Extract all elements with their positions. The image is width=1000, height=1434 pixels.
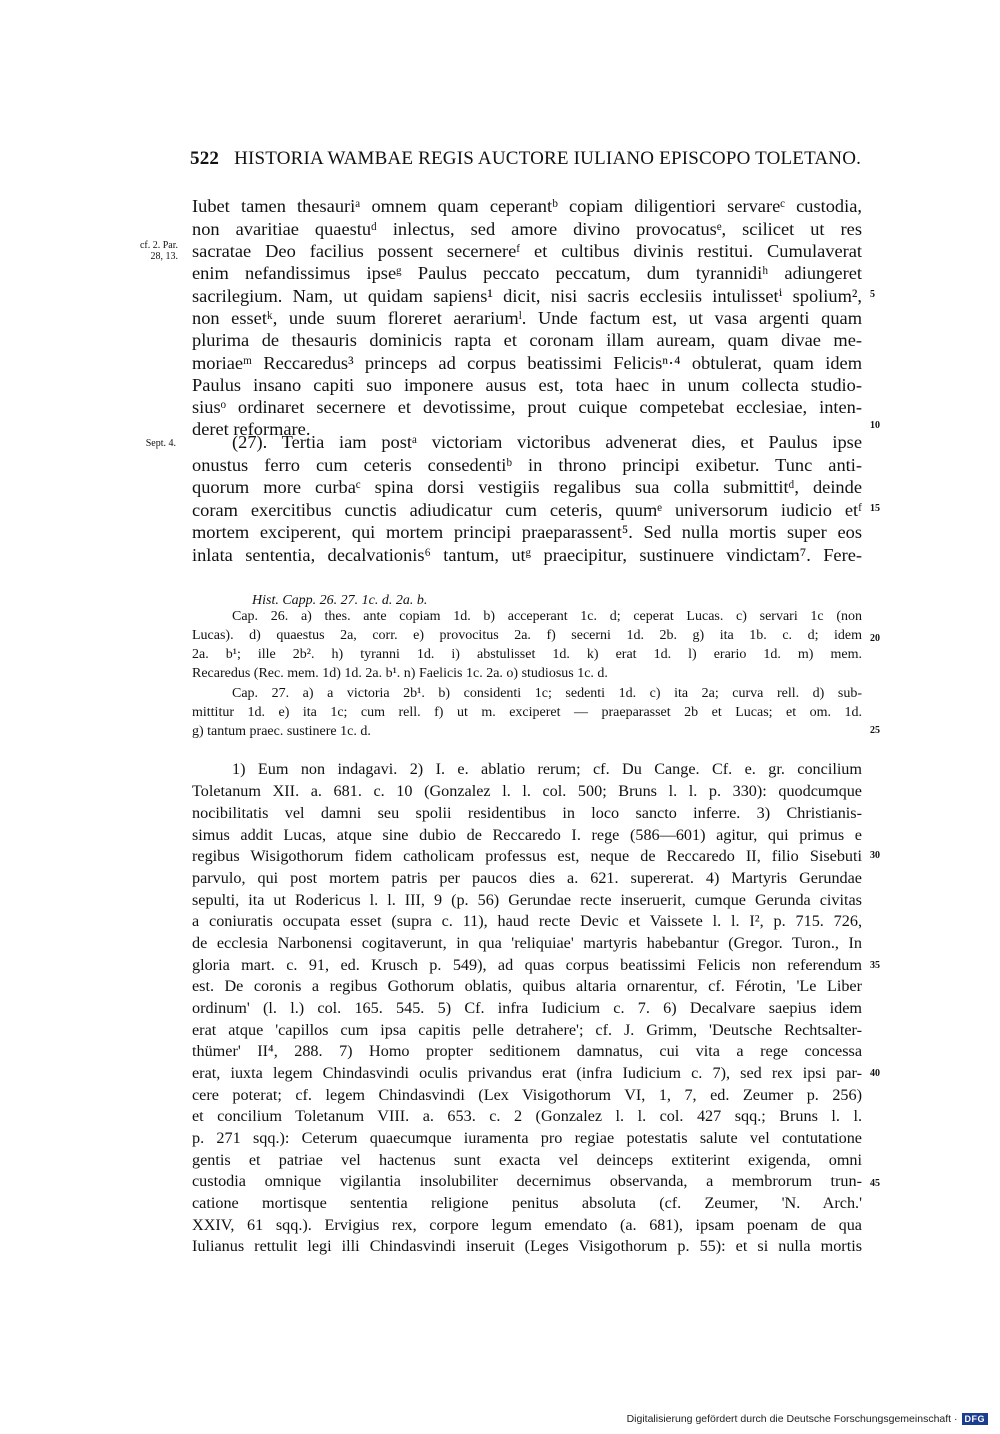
note-line: cere poterat; cf. legem Chindasvindi (Lex Visigothorum VI, 1, 7, ed. Zeumer p. 256) [192,1086,862,1104]
note-line: erat, iuxta legem Chindasvindi oculis privandus erat (infra Iudicium c. 7), sed rex ipsi par- [192,1064,862,1082]
apparatus-line: Cap. 27. a) a victoria 2b¹. b) considenti 1c; sedenti 1d. c) ita 2a; curva rell. d) sub- [232,686,862,701]
line-number: 25 [870,725,880,736]
running-title: HISTORIA WAMBAE REGIS AUCTORE IULIANO EPISCOPO TOLETANO. [234,148,862,169]
line-number: 20 [870,633,880,644]
note-line: a coniuratis occupata esset (supra c. 11), haud recte Devic et Vaissete l. l. I², p. 715. 726, [192,912,862,930]
text-line: sacrilegium. Nam, ut quidam sapiens¹ dicit, nisi sacris ecclesiis intulissetⁱ spolium², [192,286,862,306]
text-line: Paulus insano capiti suo imponere ausus est, tota haec in unum collecta studio- [192,375,862,395]
note-line: est. De coronis a regibus Gothorum oblatis, quibus altaria ornarentur, cf. Férotin, 'Le Liber [192,977,862,995]
text-line: deret reformare. [192,419,311,439]
note-line: ordinum' (l. l.) col. 165. 545. 5) Cf. infra Iudicium c. 7. 6) Decalvare saepius idem [192,999,862,1017]
text-line: moriaeᵐ Reccaredus³ princeps ad corpus beatissimi Felicisⁿ·⁴ obtulerat, quam idem [192,353,862,373]
text-line: onustus ferro cum ceteris consedentiᵇ in throno principi exibetur. Tunc anti- [192,455,862,475]
note-line: parvulo, qui post mortem patris per paucos dies a. 621. supererat. 4) Martyris Gerundae [192,869,862,887]
text-line: enim nefandissimus ipseᵍ Paulus peccato peccatum, dum tyrannidiʰ adiungeret [192,263,862,283]
dfg-logo: DFG [962,1413,989,1425]
text-line: coram exercitibus cunctis adiudicatur cum ceteris, quumᵉ universorum iudicio etᶠ [192,500,862,520]
line-number: 45 [870,1178,880,1189]
apparatus-line: Cap. 26. a) thes. ante copiam 1d. b) acceperant 1c. d; ceperat Lucas. c) servari 1c (non [232,609,862,624]
text-line: quorum more curbaᶜ spina dorsi vestigiis regalibus sua colla submittitᵈ, deinde [192,477,862,497]
note-line: et concilium Toletanum VIII. a. 653. c. 2 (Gonzalez l. l. col. 427 sqq.; Bruns l. l. [192,1107,862,1125]
text-line: Iubet tamen thesauriᵃ omnem quam ceperantᵇ copiam diligentiori servareᶜ custodia, [192,196,862,216]
text-line: mortem exciperent, qui mortem principi praeparassent⁵. Sed nulla mortis super eos [192,522,862,542]
note-line: gentis et patriae vel hactenus sunt exacta vel deinceps extiterint exigenda, omni [192,1151,862,1169]
text-line: non avaritiae quaestuᵈ inlectus, sed amore divino provocatusᵉ, scilicet ut res [192,219,862,239]
note-line: custodia omnique vigilantia insolubiliter decernimus observanda, a membrorum trun- [192,1172,862,1190]
line-number: 30 [870,850,880,861]
apparatus-line: Lucas). d) quaestus 2a, corr. e) provocitus 2a. f) secerni 1d. 2b. g) ita 1b. c. d; idem [192,628,862,643]
note-line: de ecclesia Narbonensi cogitaverunt, in qua 'reliquiae' martyris habebantur (Gregor. Turon., In [192,934,862,952]
line-number: 40 [870,1068,880,1079]
note-line: p. 271 sqq.): Ceterum quaecumque iuramenta pro regiae potestatis salute vel contutatione [192,1129,862,1147]
apparatus-line: g) tantum praec. sustinere 1c. d. [192,724,371,739]
text-line: plurima de thesauris dominicis rapta et coronam illam auream, quam divae me- [192,330,862,350]
line-number: 35 [870,960,880,971]
text-line: non essetᵏ, unde suum floreret aerariumˡ. Unde factum est, ut vasa argenti quam [192,308,862,328]
note-line: catione mortisque sententia religione penitus absoluta (cf. Zeumer, 'N. Arch.' [192,1194,862,1212]
running-header [190,148,870,170]
apparatus-line: mittitur 1d. e) ita 1c; cum rell. f) ut m. exciperet — praeparasset 2b et Lucas; et om. 1d. [192,705,862,720]
apparatus-line: 2a. b¹; ille 2b². h) tyranni 1d. i) abstulisset 1d. k) erat 1d. l) erario 1d. m) mem. [192,647,862,662]
line-number: 10 [870,420,880,431]
text-line: inlata sententia, decalvationis⁶ tantum, utᵍ praecipitur, sustinuere vindictam⁷. Fere- [192,545,862,565]
line-number: 5 [870,289,875,300]
note-line: XXIV, 61 sqq.). Ervigius rex, corpore legum emendato (a. 681), ipsam poenam de qua [192,1216,862,1234]
text-line: siusᵒ ordinaret secernere et devotissime, prout cuique competebat ecclesiae, inten- [192,397,862,417]
note-line: sepulti, ita ut Rodericus l. l. III, 9 (p. 56) Gerundae recte inseruerit, cumque Gerunda civitas [192,891,862,909]
note-line: Toletanum XII. a. 681. c. 10 (Gonzalez l. l. col. 500; Bruns l. l. p. 330): quodcumque [192,782,862,800]
text-line: sacratae Deo facilius possent secernereᶠ et cultibus divinis restitui. Cumulaverat [192,241,862,261]
footer-text: Digitalisierung gefördert durch die Deutsche Forschungsgemeinschaft · [626,1413,958,1425]
line-number: 15 [870,503,880,514]
note-line: Iulianus rettulit legi illi Chindasvindi inseruit (Leges Visigothorum p. 55): et si nulla mortis [192,1237,862,1255]
page-number: 522 [190,148,220,169]
note-line: nocibilitatis vel damni seu spolii residentibus in loco sancto inferre. 3) Christianis- [192,804,862,822]
margin-note-reference: cf. 2. Par. 28, 13. [139,240,178,262]
apparatus-line: Hist. Capp. 26. 27. 1c. d. 2a. b. [252,593,428,608]
note-line: regibus Wisigothorum fidem catholicam professus est, neque de Reccaredo II, filio Sisebuti [192,847,862,865]
text-line: (27). Tertia iam postᵃ victoriam victoribus advenerat dies, et Paulus ipse [232,432,862,452]
margin-note-date: Sept. 4. [145,438,176,449]
apparatus-line: Recaredus (Rec. mem. 1d) 1d. 2a. b¹. n) Faelicis 1c. 2a. o) studiosus 1c. d. [192,666,608,681]
digitization-footer [627,1413,988,1425]
note-line: 1) Eum non indagavi. 2) I. e. ablatio rerum; cf. Du Cange. Cf. e. gr. concilium [232,760,862,778]
note-line: simus addit Lucas, atque sine dubio de Reccaredo I. rege (586—601) agitur, qui primus e [192,826,862,844]
note-line: erat atque 'capillos cum ipsa capitis pelle detrahere'; cf. J. Grimm, 'Deutsche Rechtsalter- [192,1021,862,1039]
note-line: gloria mart. c. 91, ed. Krusch p. 549), ad quas corpus beatissimi Felicis non referendum [192,956,862,974]
note-line: thümer' II⁴, 288. 7) Homo propter seditionem damnatus, cui vita a rege concessa [192,1042,862,1060]
